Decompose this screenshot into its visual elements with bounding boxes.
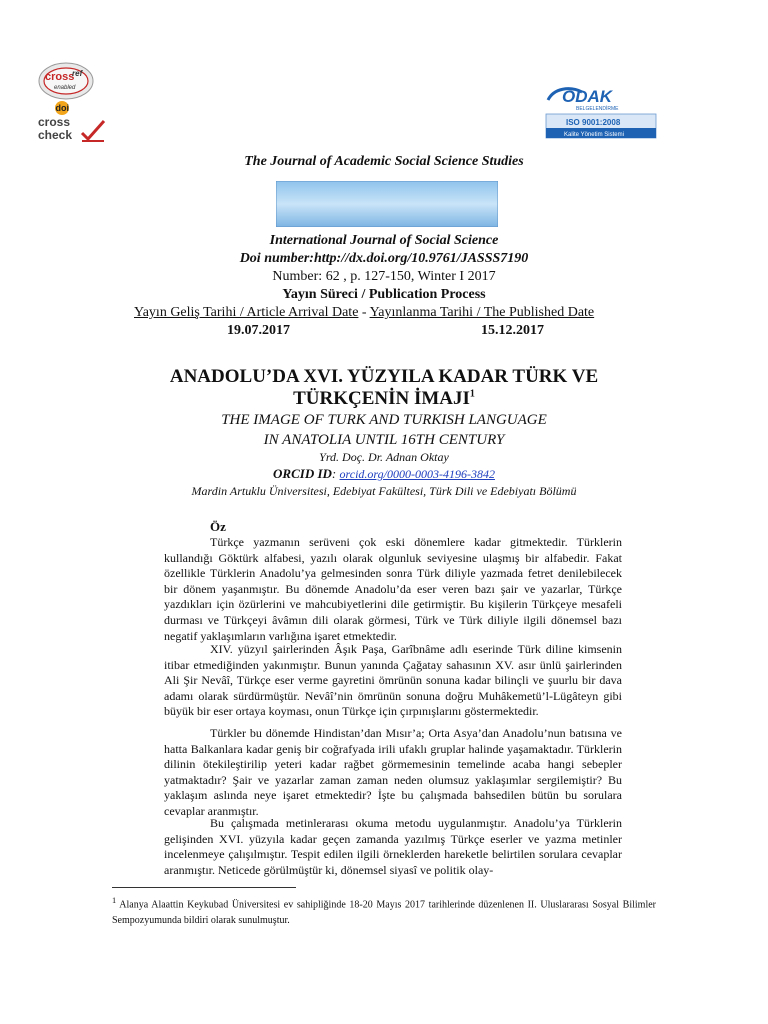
iso-system-text: Kalite Yönetim Sistemi	[564, 132, 624, 138]
orcid-label: ORCID ID	[273, 466, 332, 481]
abstract-paragraph-4: Bu çalışmada metinlerarası okuma metodu uygulanmıştır. Anadolu’ya Türklerin gelişinden XVI. yüzyıla kadar geçen zamanda yazılmış Türkçe eserler ve yazma metinler incelenmeye çalışılmıştır. Tespit edilen ilgili örneklerden hareketle belirtilen sorulara cevaplar aranmıştır. Neticede görülmüştür ki, dönemsel siyasî ve politik olay-	[164, 816, 622, 877]
footnote-text: Alanya Alaattin Keykubad Üniversitesi ev sahipliğinde 18-20 Mayıs 2017 tarihlerinde düzenlenen II. Uluslararası Sosyal Bilimler Sempozyumunda bildiri olarak sunulmuştur.	[112, 899, 656, 927]
author-affiliation: Mardin Artuklu Üniversitesi, Edebiyat Fakültesi, Türk Dili ve Edebiyatı Bölümü	[191, 484, 577, 498]
published-date-label: Yayınlanma Tarihi / The Published Date	[369, 305, 595, 320]
footnote-divider	[112, 887, 296, 888]
english-title-line-1: THE IMAGE OF TURK AND TURKISH LANGUAGE	[221, 412, 547, 428]
abstract-paragraph-1: Türkçe yazmanın serüveni çok eski dönemlere kadar gitmektedir. Türklerin kullandığı Göktürk alfabesi, yazılı olarak olgunluk seviyesine ulaşmış bir alfabedir. Fakat özellikle Türklerin Anadolu’ya gelmesinden sonra Türk diliyle yazmada fetret denilebilecek bir dönem yaşanmıştır. Bu dönemde Anadolu’da eser veren bazı şair ve yazarlar, Türkçe yazdıkları için özürlerini ve mahcubiyetlerini dile getirmiştir. Bu kişilerin Türkçeye mesafeli durması ve Türkçeyi âvâmın dili olarak görmesi, Türk ve Türk diliyle ilgili dönemsel bazı negatif yaklaşımların varlığına işaret etmektedir.	[164, 535, 622, 643]
crossref-logo	[38, 62, 94, 100]
odak-iso-logo	[540, 78, 660, 142]
abstract-heading: Öz	[210, 519, 226, 534]
international-journal-label: International Journal of Social Science	[269, 233, 499, 248]
footnote	[112, 893, 656, 929]
author-name: Yrd. Doç. Dr. Adnan Oktay	[319, 450, 449, 464]
published-date: 15.12.2017	[481, 323, 544, 338]
orcid-link[interactable]: orcid.org/0000-0003-4196-3842	[339, 467, 495, 481]
dates-separator: -	[358, 305, 370, 320]
iso-number-text: ISO 9001:2008	[566, 118, 621, 127]
abstract-paragraph-3: Türkler bu dönemde Hindistan’dan Mısır’a; Orta Asya’dan Anadolu’nun batısına ve hatta Balkanlara kadar geniş bir coğrafyada irili ufaklı gruplar halinde yaşamaktadır. Türklerin dilinin ötekileştirilip yeteri kadar rağbet görmemesinin temelinde acaba hangi sebepler yatmaktadır? Şair ve yazarlar zaman zaman neden olumsuz yaklaşımlar sergilemiştir? Bu yaklaşım aslında neye işaret etmektedir? İşte bu çalışmada bahsedilen bütün bu sorulara cevaplar aranmıştır.	[164, 726, 622, 818]
publication-process-label: Yayın Süreci / Publication Process	[282, 287, 486, 302]
journal-title: The Journal of Academic Social Science Studies	[244, 154, 524, 169]
doi-logo	[54, 100, 80, 116]
arrival-date-label: Yayın Geliş Tarihi / Article Arrival Date	[134, 305, 359, 320]
svg-text:cross: cross	[38, 115, 71, 129]
crossref-enabled-text: enabled	[54, 85, 76, 91]
crosscheck-logo	[38, 115, 108, 143]
article-title-line-2-text: TÜRKÇENİN İMAJI	[293, 388, 470, 409]
jasss-logo	[276, 181, 498, 227]
doi-line: Doi number:http://dx.doi.org/10.9761/JASSS7190	[239, 251, 529, 266]
doi-text: doi	[55, 103, 69, 113]
article-title-line-1: ANADOLU’DA XVI. YÜZYILA KADAR TÜRK VE	[169, 366, 599, 387]
svg-text:check: check	[38, 128, 73, 142]
footnote-mark: 1	[112, 896, 117, 905]
title-footnote-mark: 1	[469, 388, 475, 400]
english-title-line-2: IN ANATOLIA UNTIL 16TH CENTURY	[263, 432, 505, 448]
issue-info: Number: 62 , p. 127-150, Winter I 2017	[272, 269, 496, 284]
crossref-ref-text: ref	[72, 69, 83, 78]
abstract-paragraph-2: XIV. yüzyıl şairlerinden Âşık Paşa, Garîbnâme adlı eserinde Türk diline kimsenin itibar etmediğinden yakınmıştır. Bunun yanında Çağatay sahasının XV. asır ünlü şairlerinden Ali Şir Nevâî, Türkçe eser verme gayretini ömrünün sonuna kadar bilinçli ve şuurlu bir dava adamı olarak sürdürmüştür. Nevâî’nin ömrünün sonuna doğru Muhâkemetü’l-Lügâteyn gibi büyük bir eser ortaya koyması, onun Türkçe için çırpınışlarını göstermektedir.	[164, 642, 622, 719]
arrival-date: 19.07.2017	[227, 323, 290, 338]
odak-tagline: BELGELENDİRME	[576, 106, 619, 112]
article-title-line-2	[0, 388, 768, 410]
orcid-colon: :	[331, 466, 340, 481]
crossref-text: cross	[45, 71, 75, 83]
orcid-line	[0, 466, 768, 482]
odak-text: ODAK	[562, 87, 613, 106]
dates-labels-row	[134, 305, 594, 321]
